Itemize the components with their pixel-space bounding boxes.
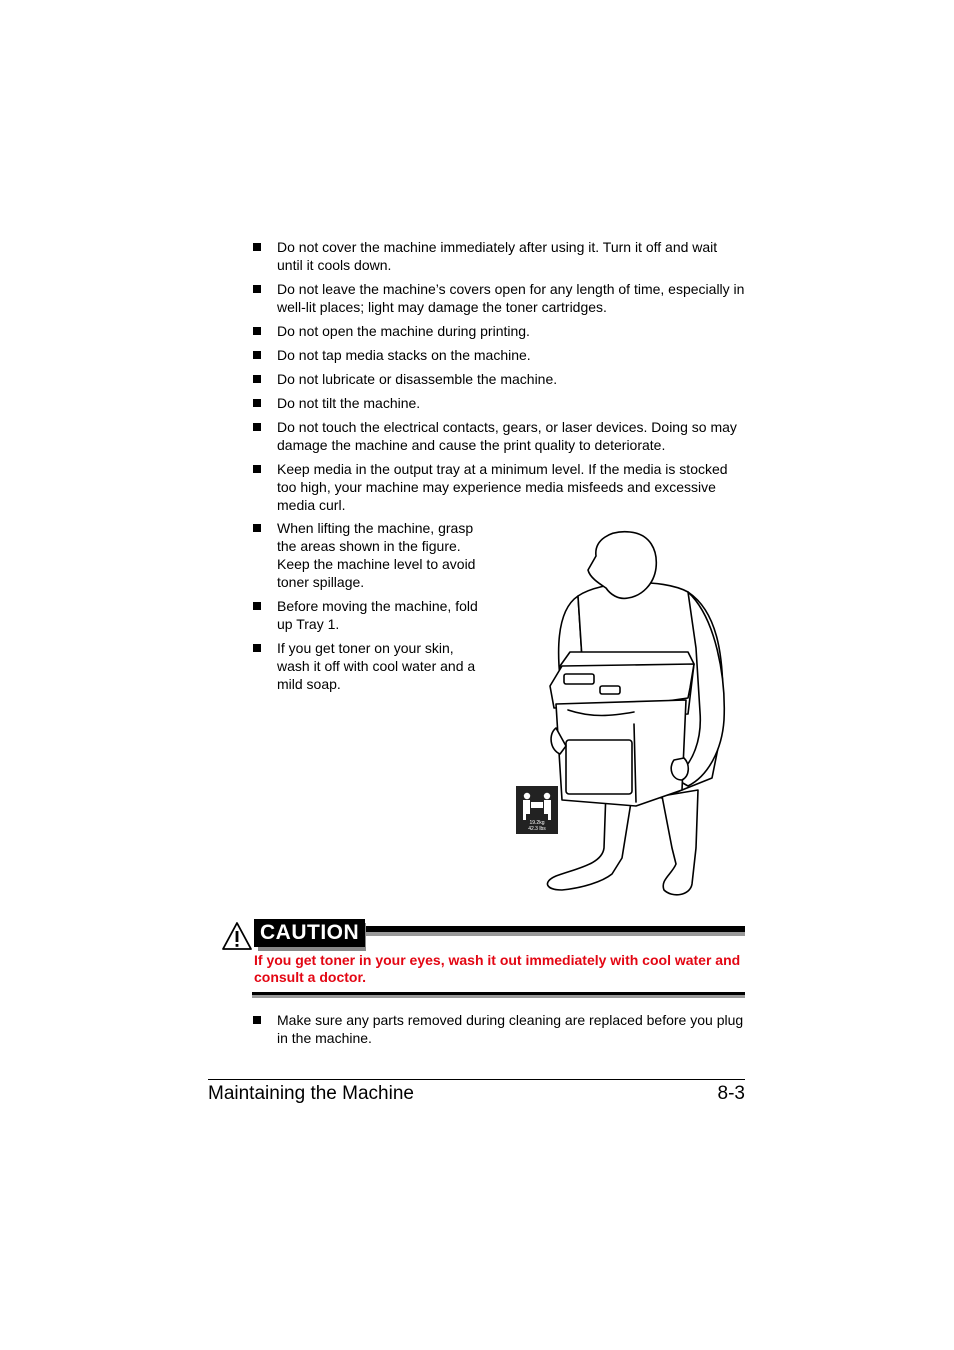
page-number: 8-3 <box>717 1083 745 1104</box>
list-item: Do not leave the machine’s covers open for any length of time, especially in well-lit places; light may damage the toner cartridges. <box>251 280 745 316</box>
footer-rule <box>208 1079 745 1080</box>
cleaning-list <box>251 1011 745 1053</box>
list-item: Do not open the machine during printing. <box>251 322 745 340</box>
lifting-list <box>251 519 487 699</box>
right-leg <box>662 790 698 895</box>
caution-message: If you get toner in your eyes, wash it out immediately with cool water and consult a doctor. <box>254 952 741 985</box>
caution-label: CAUTION <box>254 919 365 947</box>
two-person-lift-icon <box>516 786 558 834</box>
footer-section-title: Maintaining the Machine <box>208 1083 414 1104</box>
weight-kg-label: 19.2kg <box>529 820 545 826</box>
list-item: Do not cover the machine immediately after using it. Turn it off and wait until it cools down. <box>251 238 745 274</box>
list-item: Before moving the machine, fold up Tray 1. <box>251 597 487 633</box>
list-item: Do not touch the electrical contacts, gears, or laser devices. Doing so may damage the machine and cause the print quality to deteriorate. <box>251 418 745 454</box>
caution-box <box>221 919 745 999</box>
right-hand <box>671 758 688 780</box>
weight-lbs-label: 42.3 lbs <box>528 826 546 832</box>
caution-top-rule-shade <box>366 932 745 936</box>
printer-icon <box>550 652 694 806</box>
lifting-figure <box>512 528 744 900</box>
precautions-list <box>251 238 745 520</box>
list-item: Do not tilt the machine. <box>251 394 745 412</box>
list-item: When lifting the machine, grasp the areas shown in the figure. Keep the machine level to avoid toner spillage. <box>251 519 487 591</box>
caution-bottom-rule-shade <box>252 995 745 998</box>
list-item: Make sure any parts removed during cleaning are replaced before you plug in the machine. <box>251 1011 745 1047</box>
list-item: Do not tap media stacks on the machine. <box>251 346 745 364</box>
warning-triangle-icon <box>221 921 253 951</box>
list-item: Keep media in the output tray at a minimum level. If the media is stocked too high, your machine may experience media misfeeds and excessive media curl. <box>251 460 745 514</box>
list-item: If you get toner on your skin, wash it off with cool water and a mild soap. <box>251 639 487 693</box>
list-item: Do not lubricate or disassemble the machine. <box>251 370 745 388</box>
